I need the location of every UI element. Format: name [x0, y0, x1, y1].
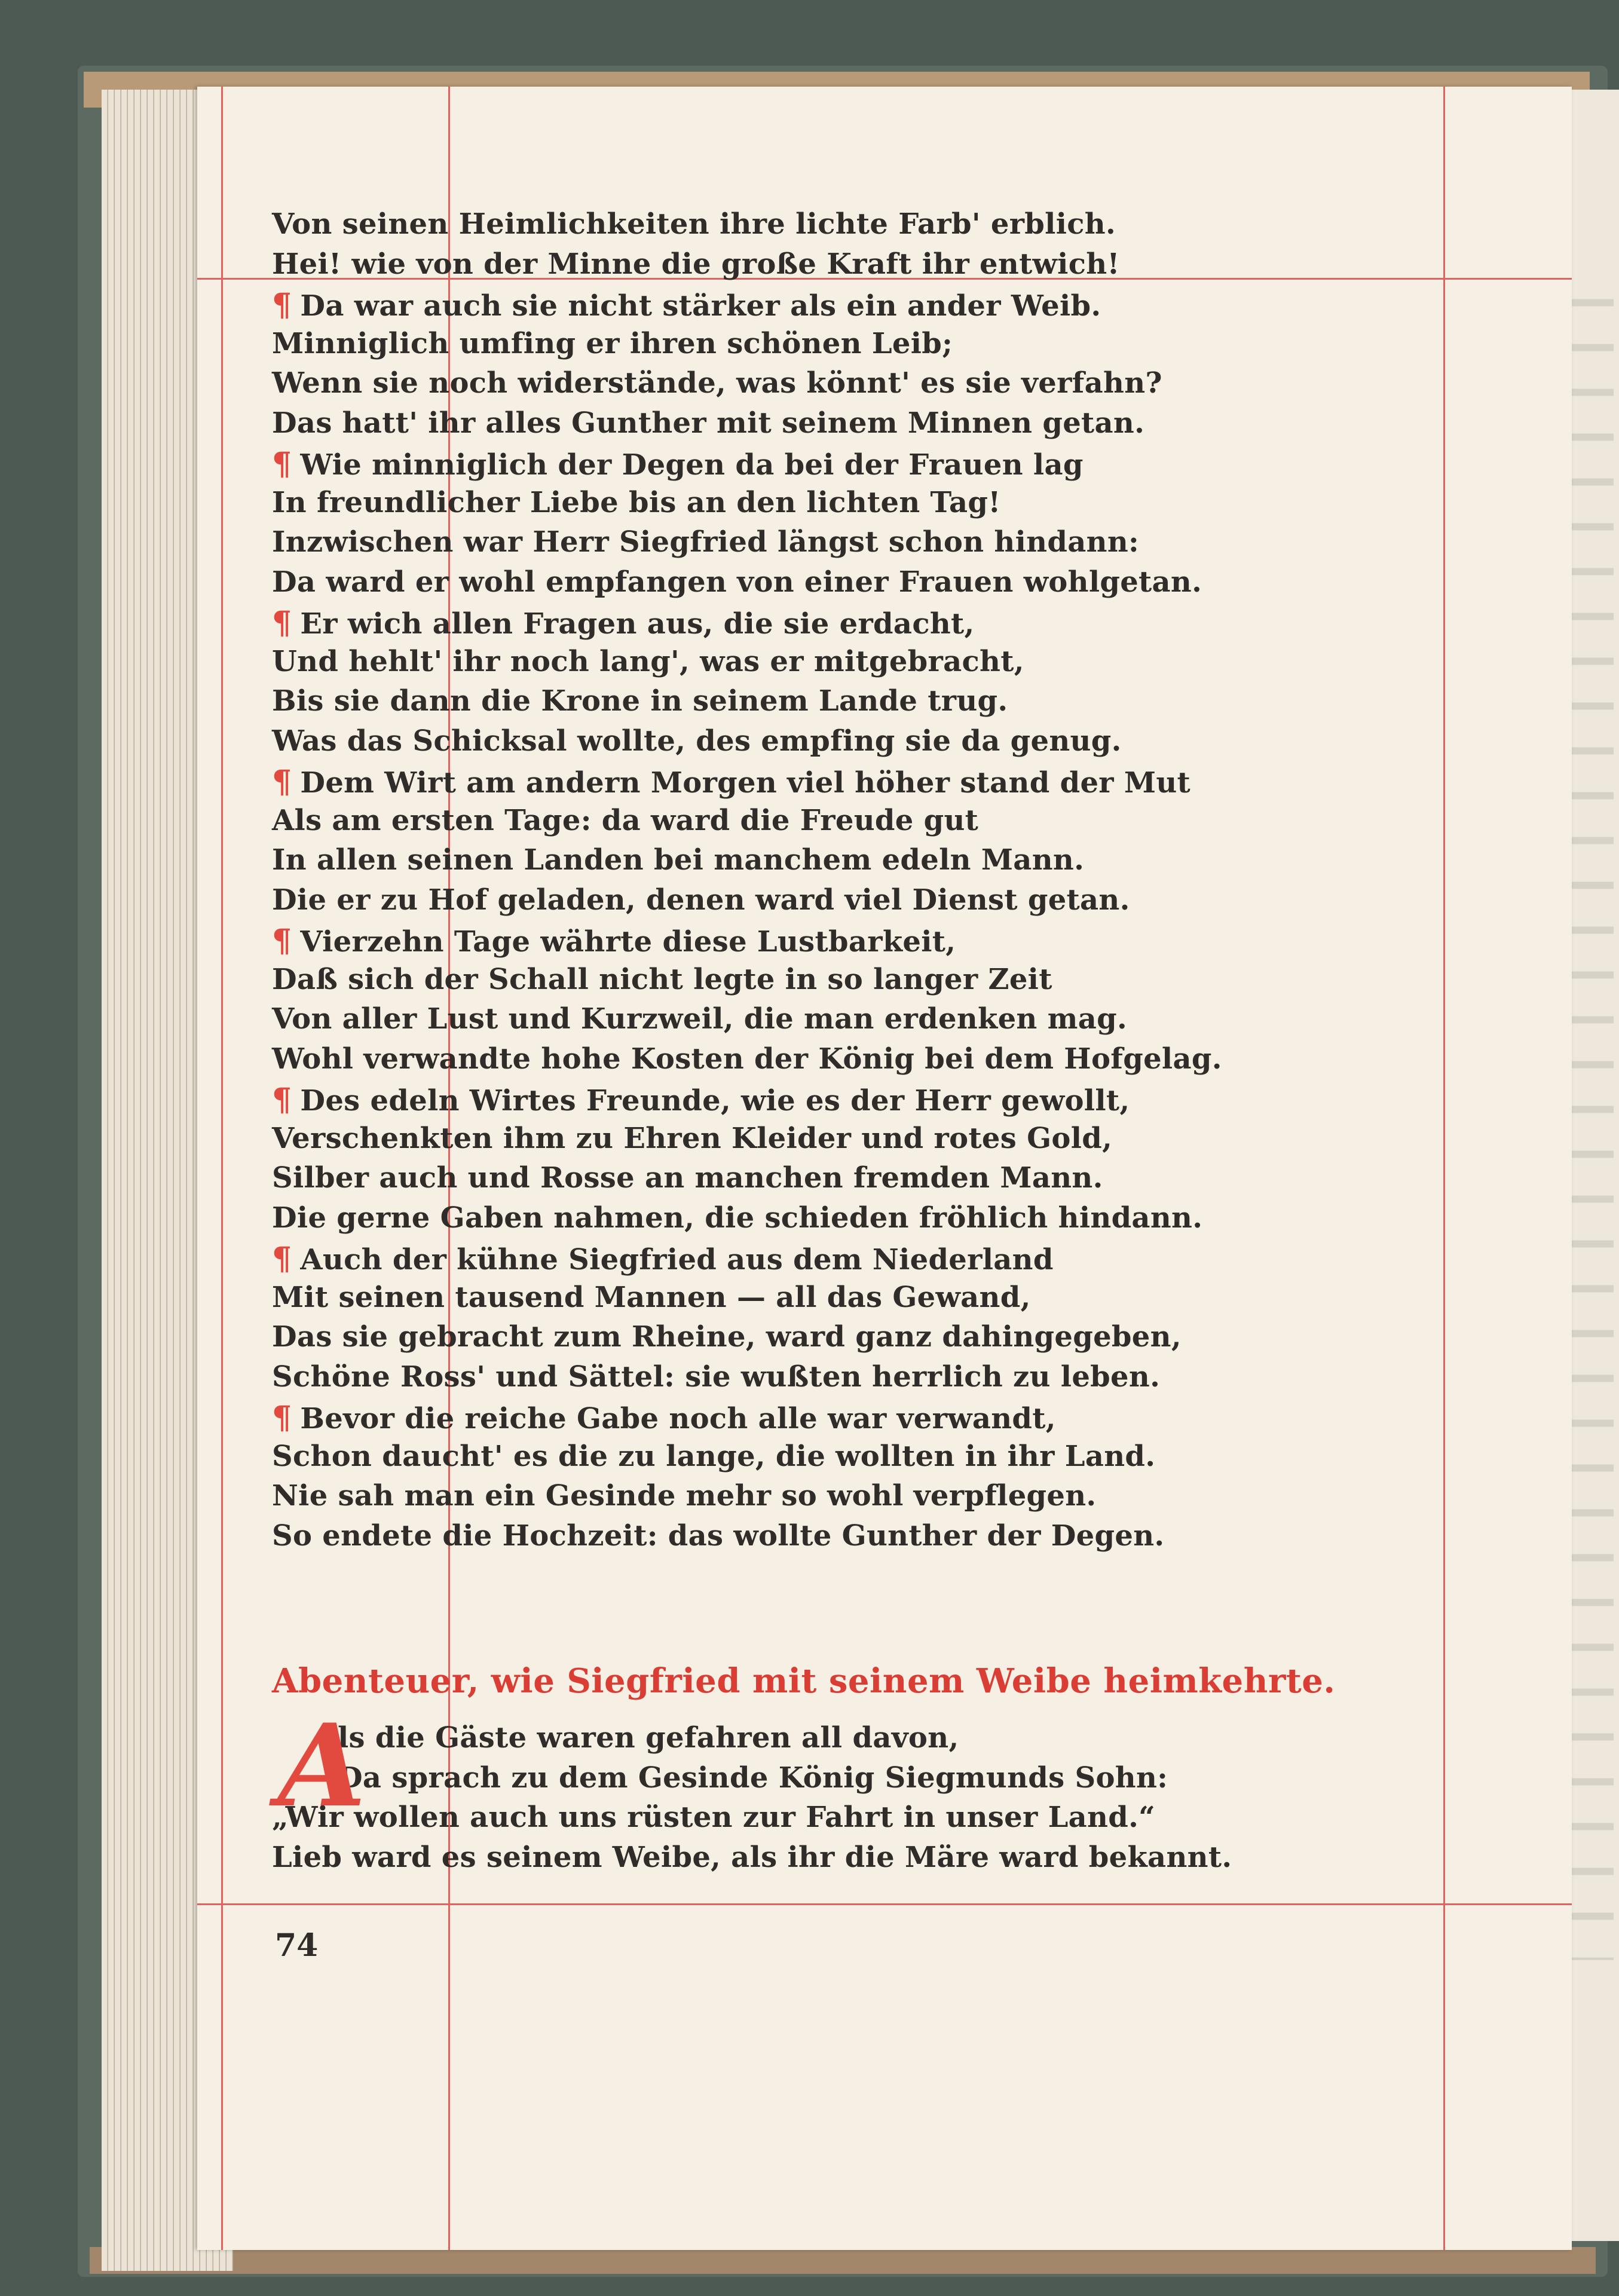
verse-line: [272, 1479, 1407, 1519]
verse-text: Inzwischen war Herr Siegfried längst schon hindann:: [272, 525, 1140, 559]
guide-rule-right: [1443, 87, 1445, 2250]
guide-rule-left-outer: [221, 87, 223, 2250]
verse-text: Daß sich der Schall nicht legte in so langer Zeit: [272, 962, 1052, 996]
verse-line: [272, 446, 1407, 486]
pilcrow-mark: ¶: [272, 605, 292, 641]
verse-text: In freundlicher Liebe bis an den lichten Tag!: [272, 485, 1001, 519]
verse-line: [272, 406, 1407, 446]
drop-initial: A: [278, 1699, 366, 1832]
guide-rule-bottom: [197, 1903, 1572, 1905]
verse-text: Mit seinen tausend Mannen — all das Gewand,: [272, 1280, 1031, 1314]
verse-line: [272, 1082, 1407, 1122]
verse-text: Hei! wie von der Minne die große Kraft ihr entwich!: [272, 247, 1120, 281]
verse-line: [272, 327, 1407, 367]
verse-line: [272, 1721, 1437, 1761]
verse-line: [272, 605, 1407, 645]
verse-text: Was das Schicksal wollte, des empfing sie da genug.: [272, 724, 1122, 758]
verse-line: [272, 1761, 1437, 1801]
pilcrow-mark: ¶: [272, 1241, 292, 1277]
verse-line: [272, 207, 1407, 247]
verse-line: [272, 963, 1407, 1003]
verse-line: [272, 923, 1407, 963]
cover-edge-bottom: [90, 2247, 1596, 2274]
verse-line: [272, 366, 1407, 406]
verse-text: Die gerne Gaben nahmen, die schieden fröhlich hindann.: [272, 1201, 1203, 1235]
verse-text: Da war auch sie nicht stärker als ein ander Weib.: [300, 289, 1101, 323]
verse-text: Von seinen Heimlichkeiten ihre lichte Farb' erblich.: [272, 207, 1116, 241]
verse-line: [272, 1400, 1407, 1440]
verse-text: Wohl verwandte hohe Kosten der König bei dem Hofgelag.: [272, 1042, 1222, 1076]
verse-line: [272, 883, 1407, 923]
verse-text: Wenn sie noch widerstände, was könnt' es sie verfahn?: [272, 366, 1162, 400]
verse-text: Silber auch und Rosse an manchen fremden Mann.: [272, 1161, 1103, 1195]
verse-line: [272, 486, 1407, 526]
verse-line: [272, 1042, 1407, 1082]
verse-line: [272, 1801, 1437, 1841]
verse-text: In allen seinen Landen bei manchem edeln Mann.: [272, 843, 1085, 877]
verse-text: Des edeln Wirtes Freunde, wie es der Herr gewollt,: [300, 1084, 1130, 1118]
facing-page-show-through: [1566, 275, 1614, 1960]
verse-text: Er wich allen Fragen aus, die sie erdacht,: [300, 607, 975, 641]
verse-line: [272, 1841, 1437, 1881]
verse-text: Das hatt' ihr alles Gunther mit seinem Minnen getan.: [272, 406, 1145, 440]
verse-line: [272, 1122, 1407, 1162]
verse-text: So endete die Hochzeit: das wollte Gunther der Degen.: [272, 1519, 1165, 1553]
verse-line: [272, 1241, 1407, 1281]
verse-line: [272, 764, 1407, 804]
verse-text: Die er zu Hof geladen, denen ward viel Dienst getan.: [272, 883, 1130, 917]
verse-text: „Wir wollen auch uns rüsten zur Fahrt in unser Land.“: [272, 1801, 1156, 1834]
verse-text: Vierzehn Tage währte diese Lustbarkeit,: [300, 925, 956, 959]
pilcrow-mark: ¶: [272, 764, 292, 800]
chapter-heading: Abenteuer, wie Siegfried mit seinem Weibe heimkehrte.: [272, 1661, 1336, 1701]
verse-line: [272, 1201, 1407, 1241]
verse-line: [272, 684, 1407, 724]
pilcrow-mark: ¶: [272, 287, 292, 323]
verse-text: Von aller Lust und Kurzweil, die man erdenken mag.: [272, 1002, 1127, 1036]
verse-line: [272, 804, 1407, 844]
verse-line: [272, 1519, 1407, 1559]
verse-line: [272, 1440, 1407, 1480]
pilcrow-mark: ¶: [272, 446, 292, 482]
verse-line: [272, 645, 1407, 685]
verse-text: Lieb ward es seinem Weibe, als ihr die Märe ward bekannt.: [272, 1840, 1232, 1874]
verse-block: [272, 207, 1407, 1559]
pilcrow-mark: ¶: [272, 1082, 292, 1118]
verse-text: Minniglich umfing er ihren schönen Leib;: [272, 326, 953, 360]
verse-text: Auch der kühne Siegfried aus dem Niederland: [300, 1243, 1054, 1276]
verse-text: Das sie gebracht zum Rheine, ward ganz dahingegeben,: [272, 1320, 1182, 1354]
verse-text: Und hehlt' ihr noch lang', was er mitgebracht,: [272, 644, 1024, 678]
verse-line: [272, 724, 1407, 764]
opening-stanza: [272, 1699, 1437, 1880]
verse-text: Verschenkten ihm zu Ehren Kleider und rotes Gold,: [272, 1121, 1113, 1155]
verse-line: [272, 1002, 1407, 1042]
verse-text: Da ward er wohl empfangen von einer Frauen wohlgetan.: [272, 565, 1202, 599]
verse-line: [272, 843, 1407, 883]
verse-line: [272, 1360, 1407, 1400]
verse-text: Dem Wirt am andern Morgen viel höher stand der Mut: [300, 766, 1191, 800]
verse-text: Bevor die reiche Gabe noch alle war verwandt,: [300, 1402, 1056, 1435]
verse-text: Da sprach zu dem Gesinde König Siegmunds Sohn:: [338, 1761, 1168, 1795]
pilcrow-mark: ¶: [272, 1400, 292, 1436]
verse-text: Schöne Ross' und Sättel: sie wußten herrlich zu leben.: [272, 1360, 1161, 1394]
verse-text: Nie sah man ein Gesinde mehr so wohl verpflegen.: [272, 1479, 1097, 1513]
verse-text: Als am ersten Tage: da ward die Freude gut: [272, 803, 979, 837]
verse-text: Schon daucht' es die zu lange, die wollten in ihr Land.: [272, 1439, 1156, 1473]
verse-line: [272, 247, 1407, 287]
verse-text: ls die Gäste waren gefahren all davon,: [338, 1721, 959, 1755]
verse-text: Bis sie dann die Krone in seinem Lande trug.: [272, 684, 1008, 718]
verse-line: [272, 525, 1407, 565]
page-number: 74: [275, 1927, 319, 1964]
pilcrow-mark: ¶: [272, 923, 292, 959]
verse-text: Wie minniglich der Degen da bei der Frauen lag: [300, 448, 1084, 482]
verse-line: [272, 1161, 1407, 1201]
verse-line: [272, 1320, 1407, 1360]
verse-line: [272, 1281, 1407, 1321]
verse-line: [272, 565, 1407, 605]
verse-line: [272, 287, 1407, 327]
